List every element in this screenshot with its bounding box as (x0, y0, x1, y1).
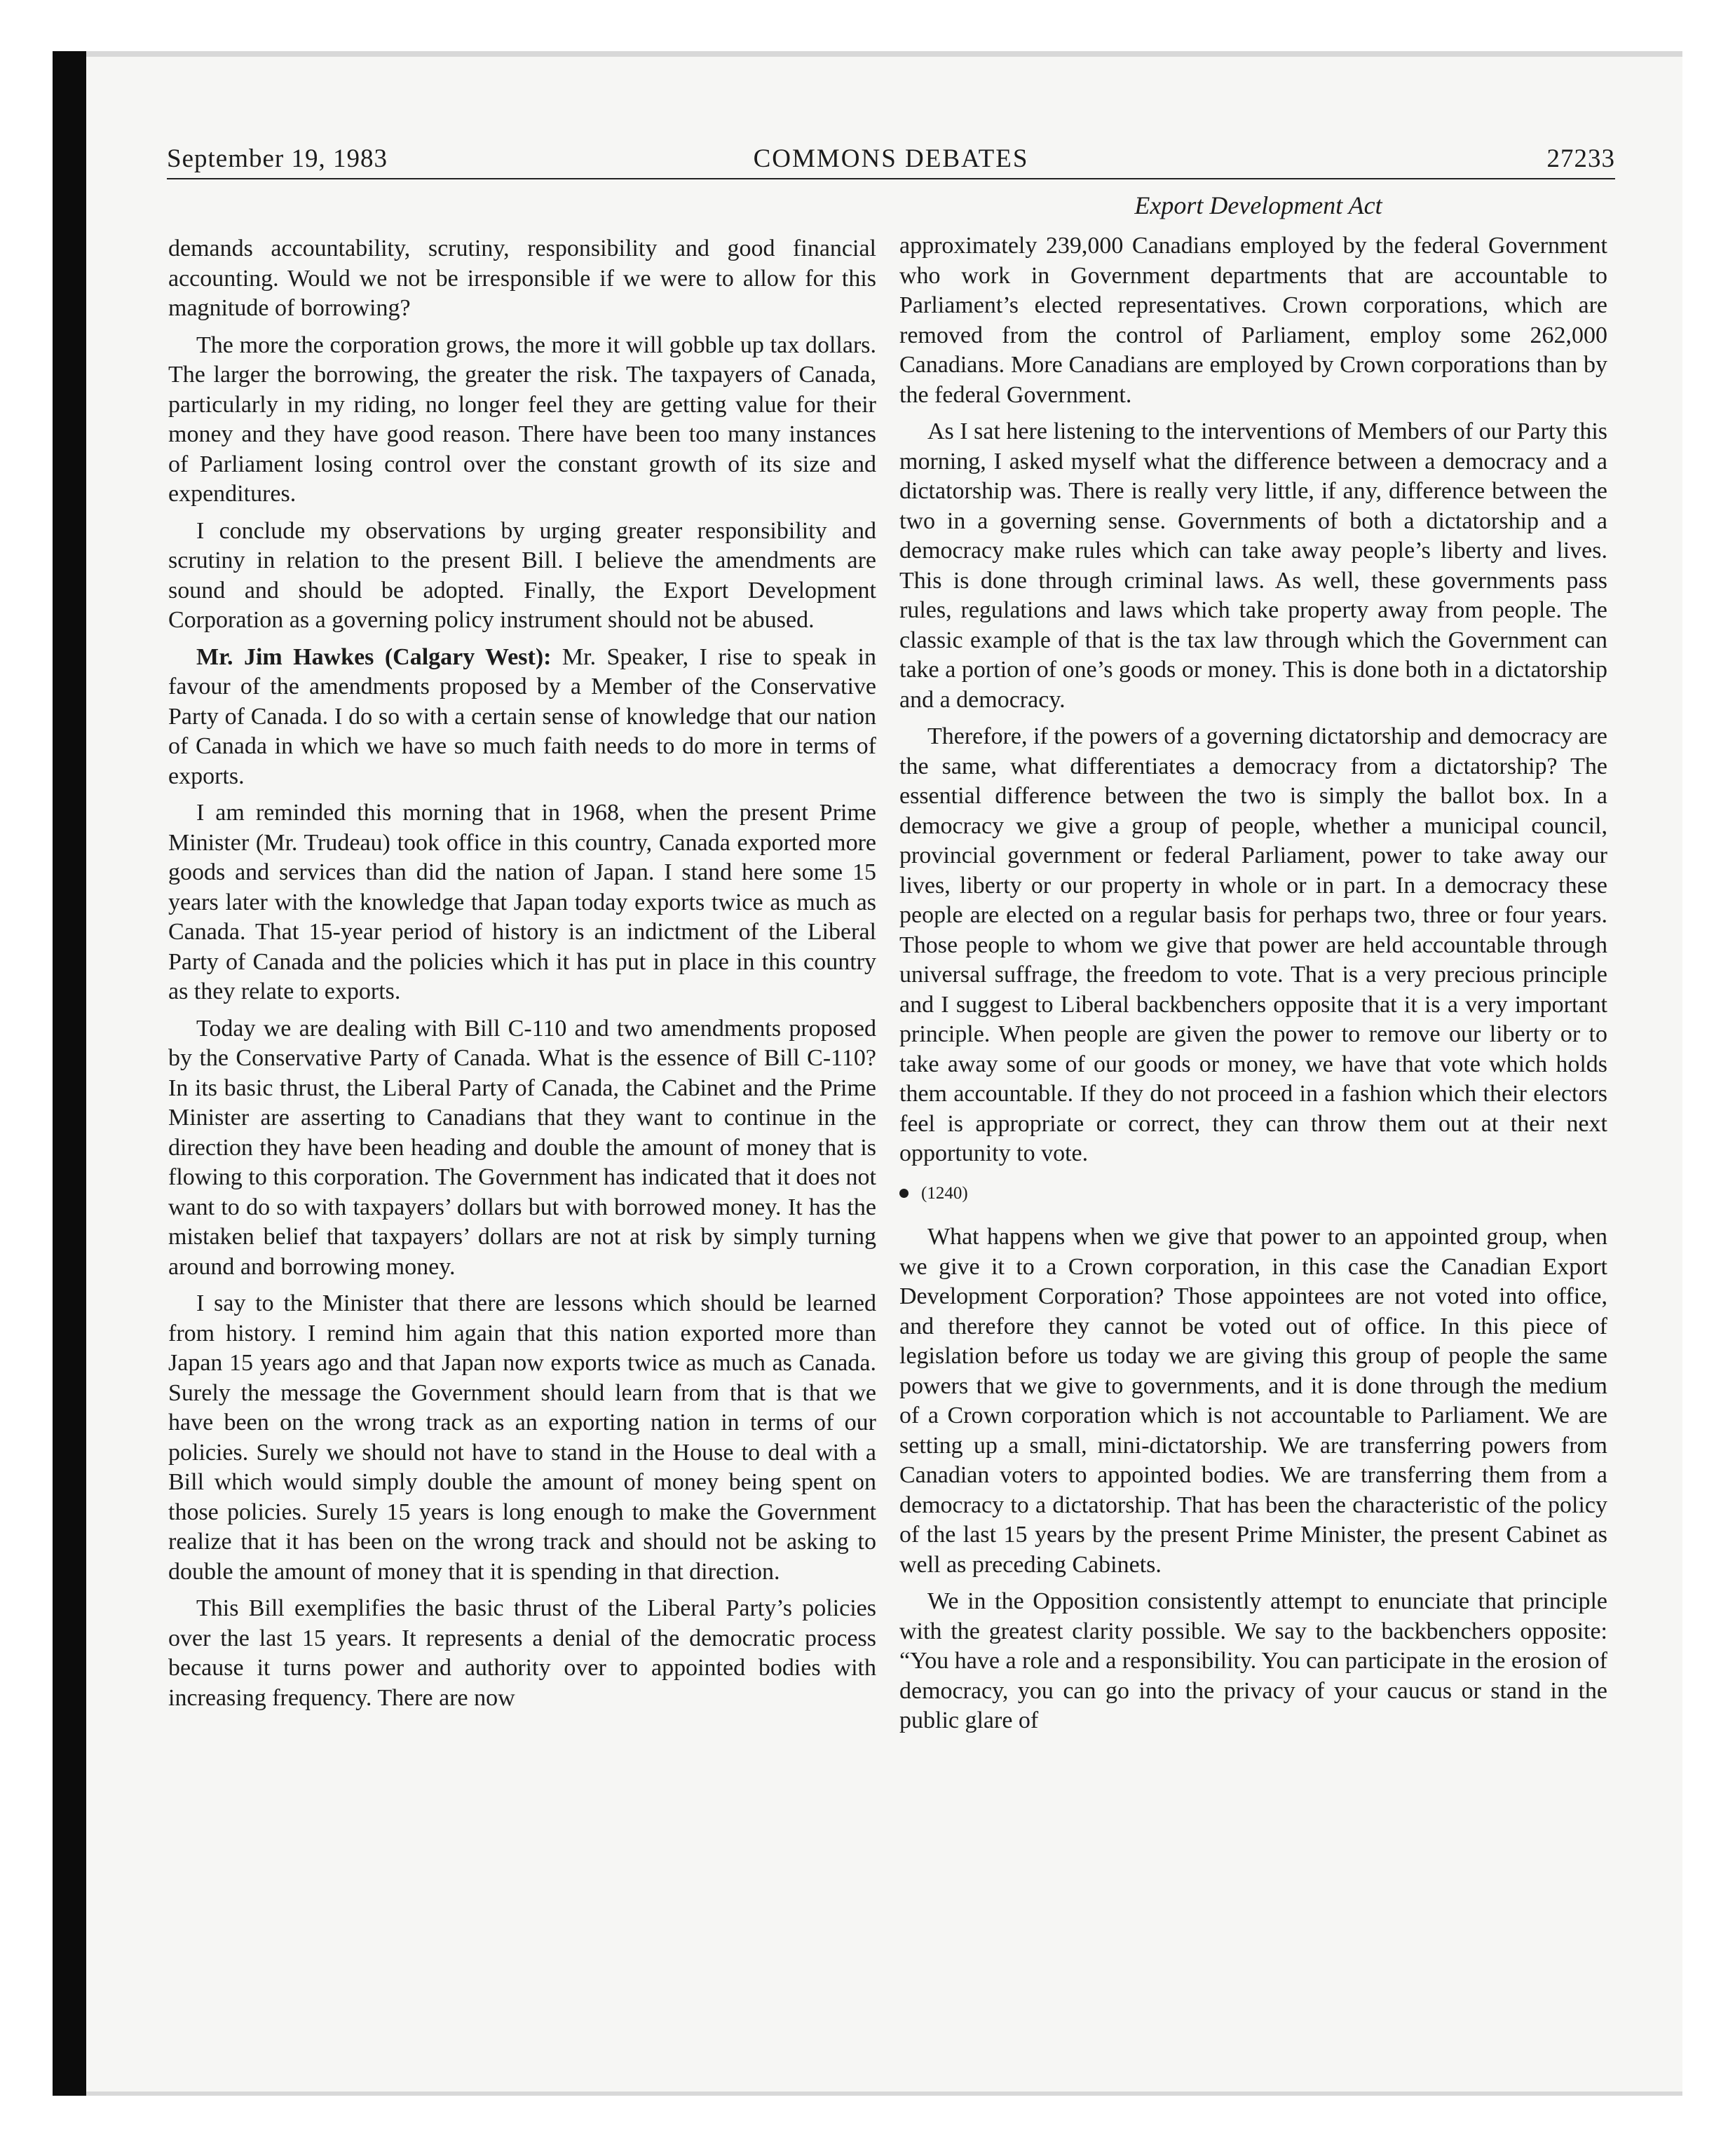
speech-text: Mr. Speaker, I rise to speak in favour of the amendments proposed by a Member of the Conservative Party of Canada. I do so with a certain sense of knowledge that our nation of Canada in which we have so much faith needs to do more in terms of exports. (168, 643, 876, 789)
header-date: September 19, 1983 (167, 144, 388, 173)
time-marker-label: (1240) (921, 1183, 968, 1203)
paragraph: I say to the Minister that there are lessons which should be learned from history. I remind him again that this nation exported more than Japan 15 years ago and that Japan now exports twice as much as Canada. Surely the message the Government should learn from that is that we have been on the wrong track as an exporting nation in terms of our policies. Surely we should not have to stand in the House to deal with a Bill which would simply double the amount of money being spent on those policies. Surely 15 years is long enough to make the Government realize that it has been on the wrong track and should not be asking to double the amount of money that it is spending in that direction. (168, 1290, 876, 1585)
speech-opening (168, 643, 876, 792)
time-marker (899, 1179, 1607, 1209)
header-title: COMMONS DEBATES (753, 144, 1029, 173)
paragraph: This Bill exemplifies the basic thrust of the Liberal Party’s policies over the last 15 years. It represents a denial of the democratic process because it turns power and authority over to appointed bodies with increasing frequency. There are now (168, 1595, 876, 1711)
scan-border-left (53, 51, 86, 2096)
paragraph: Today we are dealing with Bill C-110 and two amendments proposed by the Conservative Party of Canada. What is the essence of Bill C-110? In its basic thrust, the Liberal Party of Canada, the Cabinet and the Prime Minister are asserting to Canadians that they want to continue in the direction they have been heading and double the amount of money that is flowing to this corporation. The Government has indicated that it does not want to do so with taxpayers’ dollars but with borrowed money. It has the mistaken belief that taxpayers’ dollars are not at risk by simply turning around and borrowing money. (168, 1015, 876, 1280)
bullet-icon (899, 1189, 909, 1198)
paragraph: As I sat here listening to the interventions of Members of our Party this morning, I asked myself what the difference between a democracy and a dictatorship was. There is really very little, if any, difference between the two in a governing sense. Governments of both a dictatorship and a democracy make rules which can take away people’s liberty and lives. This is done through criminal laws. As well, these governments pass rules, regulations and laws which take property away from people. The classic example of that is the tax law through which the Government can take a portion of one’s goods or money. This is done both in a dictatorship and a democracy. (899, 418, 1607, 713)
running-header (167, 142, 1615, 178)
page-number: 27233 (1546, 144, 1615, 173)
section-title: Export Development Act (1134, 191, 1382, 219)
paragraph: demands accountability, scrutiny, responsibility and good financial accounting. Would we not be irresponsible if we were to allow for this magnitude of borrowing? (168, 236, 876, 321)
paragraph: What happens when we give that power to an appointed group, when we give it to a Crown corporation, in this case the Canadian Export Development Corporation? Those appointees are not voted into office, and therefore they cannot be voted out of office. In this piece of legislation before us today we are giving this group of people the same powers that we give to governments, and it is done through the medium of a Crown corporation which is not accountable to Parliament. We are setting up a small, mini-dictatorship. We are transferring powers from Canadian voters to appointed bodies. We are transferring them from a democracy to a dictatorship. That has been the characteristic of the policy of the last 15 years by the present Prime Minister, the present Cabinet as well as preceding Cabinets. (899, 1224, 1607, 1578)
speaker-name: Mr. Jim Hawkes (Calgary West): (196, 643, 552, 670)
paragraph: I conclude my observations by urging greater responsibility and scrutiny in relation to the present Bill. I believe the amendments are sound and should be adopted. Finally, the Export Development Corporation as a governing policy instrument should not be abused. (168, 517, 876, 633)
paragraph: The more the corporation grows, the more it will gobble up tax dollars. The larger the borrowing, the greater the risk. The taxpayers of Canada, particularly in my riding, no longer feel they are getting value for their money and they have good reason. There have been too many instances of Parliament losing control over the constant growth of its size and expenditures. (168, 332, 876, 507)
paragraph: approximately 239,000 Canadians employed by the federal Government who work in Government departments that are accountable to Parliament’s elected representatives. Crown corporations, which are removed from the control of Parliament, employ some 262,000 Canadians. More Canadians are employed by Crown corporations than by the federal Government. (899, 233, 1607, 408)
header-rule (167, 178, 1615, 179)
paragraph: Therefore, if the powers of a governing dictatorship and democracy are the same, what differentiates a democracy from a dictatorship? The essential difference between the two is simply the ballot box. In a democracy we give a group of people, whether a municipal council, provincial government or federal Parliament, power to take away our lives, liberty or our property in whole or in part. In a democracy these people are elected on a regular basis for perhaps two, three or four years. Those people to whom we give that power are held accountable through universal suffrage, the freedom to vote. That is a very precious principle and I suggest to Liberal backbenchers opposite that it is a very important principle. When people are given the power to remove our liberty or to take away some of our goods or money, we have that vote which holds them accountable. If they do not proceed in a fashion which their electors feel is appropriate or correct, they can throw them out at their next opportunity to vote. (899, 723, 1607, 1166)
scan-border-bottom (86, 2092, 1682, 2096)
left-column (168, 234, 876, 1720)
right-column (899, 231, 1607, 1743)
paragraph: We in the Opposition consistently attempt to enunciate that principle with the greatest clarity possible. We say to the backbenchers opposite: “You have a role and a responsibility. You can participate in the erosion of democracy, you can go into the privacy of your caucus or stand in the public glare of (899, 1588, 1607, 1733)
scan-border-top (86, 51, 1682, 57)
paragraph: I am reminded this morning that in 1968, when the present Prime Minister (Mr. Trudeau) took office in this country, Canada exported more goods and services than did the nation of Japan. I stand here some 15 years later with the knowledge that Japan today exports twice as much as Canada. That 15-year period of history is an indictment of the Liberal Party of Canada and the policies which it has put in place in this country as they relate to exports. (168, 800, 876, 1004)
